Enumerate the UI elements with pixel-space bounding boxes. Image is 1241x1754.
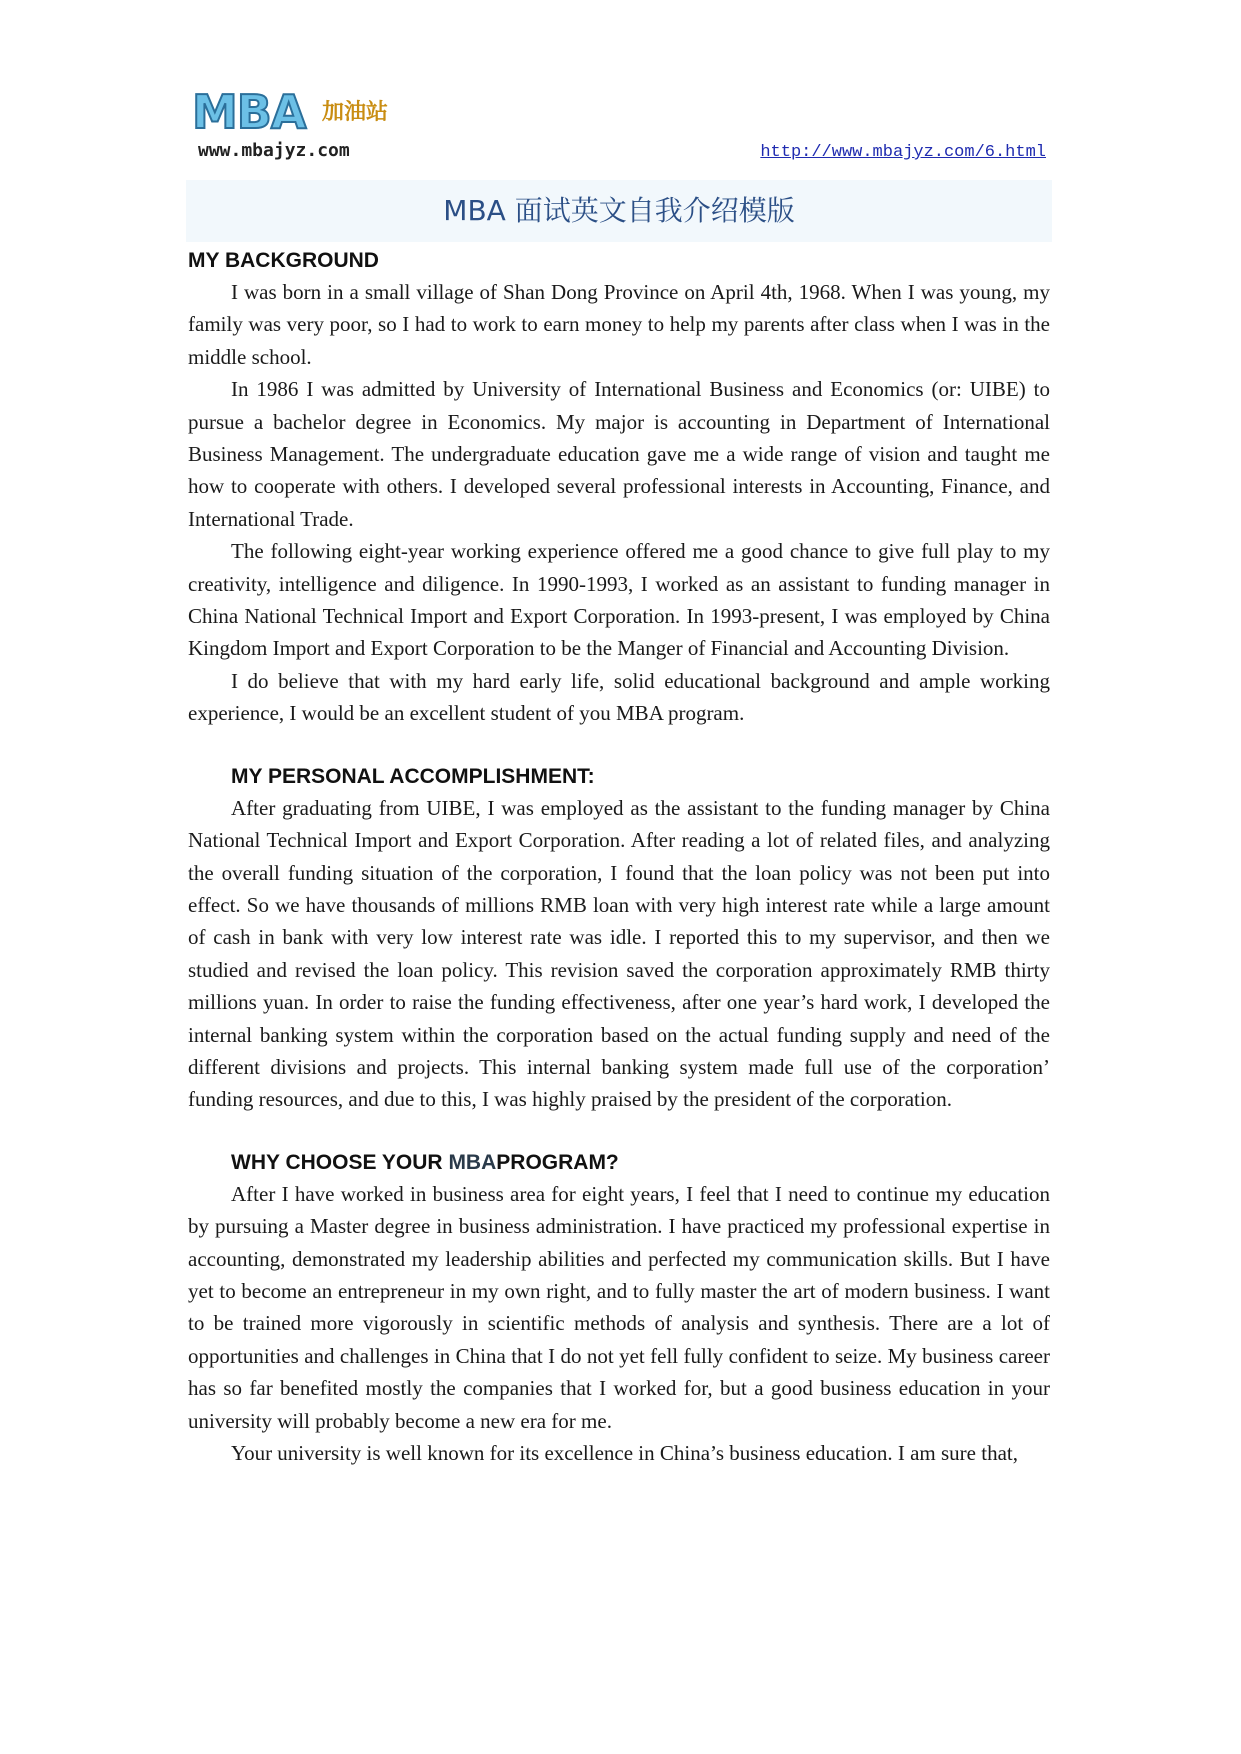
document-body bbox=[188, 246, 1050, 1469]
section-why-choose bbox=[188, 1148, 1050, 1470]
section-accomplishment bbox=[188, 762, 1050, 1116]
paragraph: After I have worked in business area for eight years, I feel that I need to continue my education by pursuing a Master degree in business administration. I have practiced my professional expertise in accounting, demonstrated my leadership abilities and perfected my communication skills. But I have yet to become an entrepreneur in my own right, and to fully master the art of modern business. I want to be trained more vigorously in scientific methods of analysis and synthesis. There are a lot of opportunities and challenges in China that I do not yet fell fully confident to seize. My business career has so far benefited mostly the companies that I worked for, but a good business education in your university will probably become a new era for me. bbox=[188, 1181, 1050, 1433]
paragraph: After graduating from UIBE, I was employed as the assistant to the funding manager by China National Technical Import and Export Corporation. After reading a lot of related files, and analyzing the overall funding situation of the corporation, I found that the loan policy was not been put into effect. So we have thousands of millions RMB loan with very high interest rate while a large amount of cash in bank with very low interest rate was idle. I reported this to my supervisor, and then we studied and revised the loan policy. This revision saved the corporation approximately RMB thirty millions yuan. In order to raise the funding effectiveness, after one year’s hard work, I developed the internal banking system within the corporation based on the actual funding supply and need of the different divisions and projects. This internal banking system made full use of the corporation’ funding resources, and due to this, I was highly praised by the president of the corporation. bbox=[188, 795, 1050, 1112]
mba-logo bbox=[186, 85, 410, 166]
logo-url-text: www.mbajyz.com bbox=[198, 140, 350, 161]
paragraph: The following eight-year working experience offered me a good chance to give full play to my creativity, intelligence and diligence. In 1990-1993, I worked as an assistant to funding manager in China National Technical Import and Export Corporation. In 1993-present, I was employed by China Kingdom Import and Export Corporation to be the Manger of Financial and Accounting Division. bbox=[188, 539, 1050, 661]
header-link[interactable]: http://www.mbajyz.com/6.html bbox=[760, 143, 1046, 162]
heading-part: PROGRAM? bbox=[496, 1150, 619, 1174]
page-header bbox=[186, 85, 1052, 168]
heading-highlight: MBA bbox=[448, 1150, 497, 1174]
section-heading-background: MY BACKGROUND bbox=[188, 249, 379, 272]
section-spacer bbox=[188, 1116, 1050, 1148]
paragraph: In 1986 I was admitted by University of International Business and Economics (or: UIBE) to pursue a bachelor degree in Economics. My major is accounting in Department of International Business Management. The undergraduate education gave me a wide range of vision and taught me how to cooperate with others. I developed several professional interests in Accounting, Finance, and International Trade. bbox=[188, 377, 1050, 531]
section-heading-why-choose bbox=[188, 1148, 1050, 1178]
logo-chinese-text: 加油站 bbox=[322, 100, 389, 125]
section-background bbox=[188, 246, 1050, 730]
section-spacer bbox=[188, 730, 1050, 762]
paragraph: I was born in a small village of Shan Dong Province on April 4th, 1968. When I was young, my family was very poor, so I had to work to earn money to help my parents after class when I was in the middle school. bbox=[188, 280, 1050, 369]
title-band bbox=[186, 180, 1052, 242]
heading-part: WHY CHOOSE YOUR bbox=[231, 1150, 449, 1174]
paragraph: I do believe that with my hard early life, solid educational background and ample working experience, I would be an excellent student of you MBA program. bbox=[188, 668, 1050, 726]
page-title: MBA 面试英文自我介绍模版 bbox=[443, 194, 795, 227]
logo-wordmark: MBA bbox=[192, 85, 306, 139]
section-heading-accomplishment: MY PERSONAL ACCOMPLISHMENT: bbox=[231, 764, 595, 788]
paragraph: Your university is well known for its excellence in China’s business education. I am sure that, bbox=[231, 1441, 1018, 1465]
